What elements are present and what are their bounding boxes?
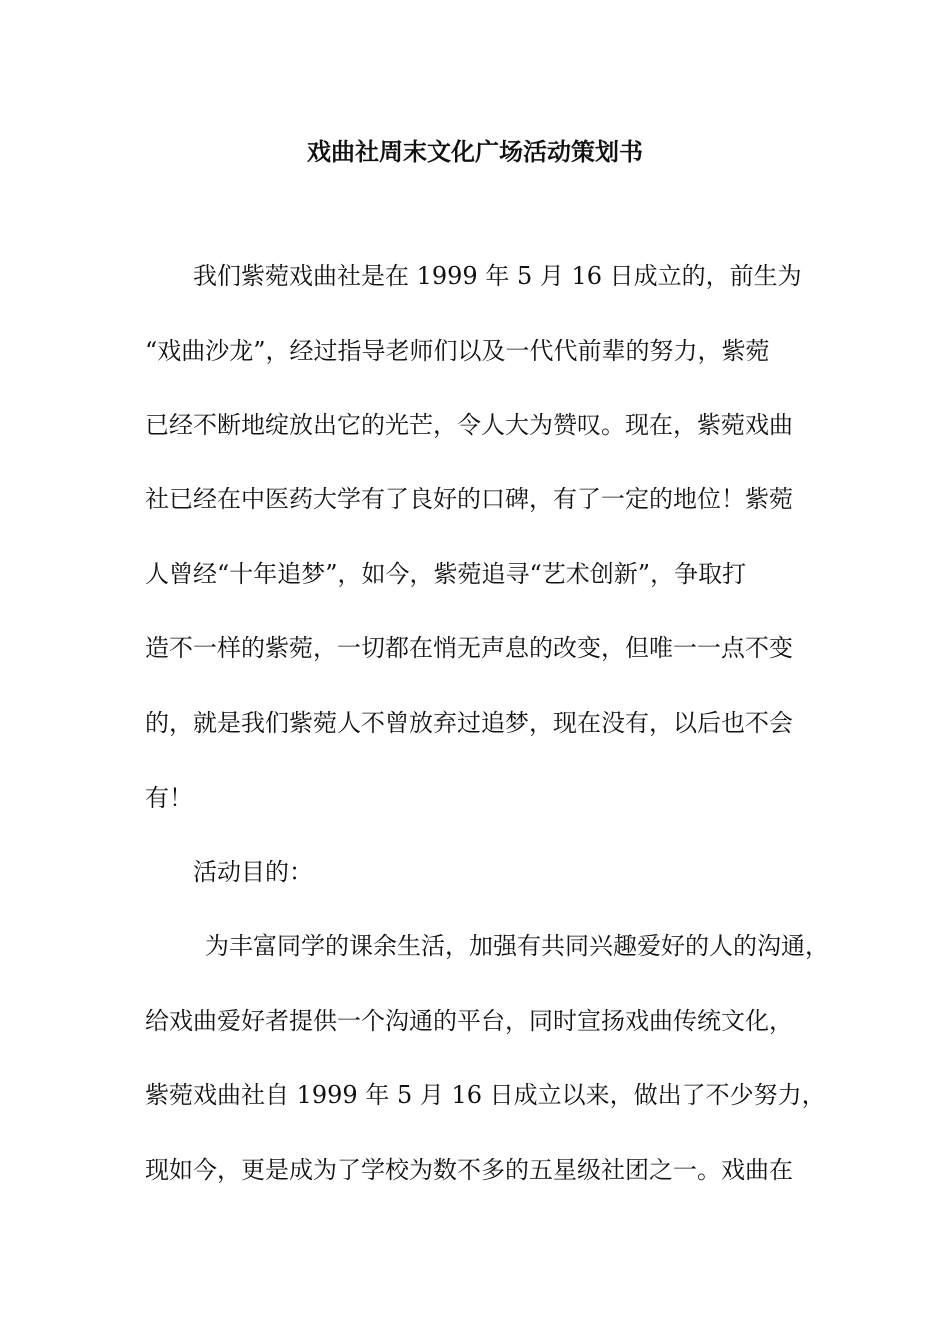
- paragraph-line: 社已经在中医药大学有了良好的口碑，有了一定的地位！紫菀: [145, 485, 793, 513]
- paragraph-line: 现如今，更是成为了学校为数不多的五星级社团之一。戏曲在: [145, 1156, 793, 1184]
- paragraph-line: 给戏曲爱好者提供一个沟通的平台，同时宣扬戏曲传统文化，: [145, 1007, 793, 1035]
- paragraph-line: 为丰富同学的课余生活，加强有共同兴趣爱好的人的沟通，: [205, 932, 829, 960]
- paragraph-line: 已经不断地绽放出它的光芒，令人大为赞叹。现在，紫菀戏曲: [145, 411, 793, 439]
- paragraph-line: 人曾经“十年追梦”，如今，紫菀追寻“艺术创新”，争取打: [145, 560, 747, 588]
- document-title: 戏曲社周末文化广场活动策划书: [307, 137, 643, 166]
- paragraph-line: 造不一样的紫菀，一切都在悄无声息的改变，但唯一一点不变: [145, 634, 793, 662]
- paragraph-line: 有！: [145, 784, 193, 812]
- section-heading-purpose: 活动目的：: [193, 858, 313, 886]
- paragraph-line: 我们紫菀戏曲社是在 1999 年 5 月 16 日成立的，前生为: [193, 262, 802, 290]
- paragraph-line: 的，就是我们紫菀人不曾放弃过追梦，现在没有，以后也不会: [145, 709, 793, 737]
- paragraph-line: 紫菀戏曲社自 1999 年 5 月 16 日成立以来，做出了不少努力，: [145, 1081, 826, 1109]
- paragraph-line: “戏曲沙龙”，经过指导老师们以及一代代前辈的努力，紫菀: [145, 337, 770, 365]
